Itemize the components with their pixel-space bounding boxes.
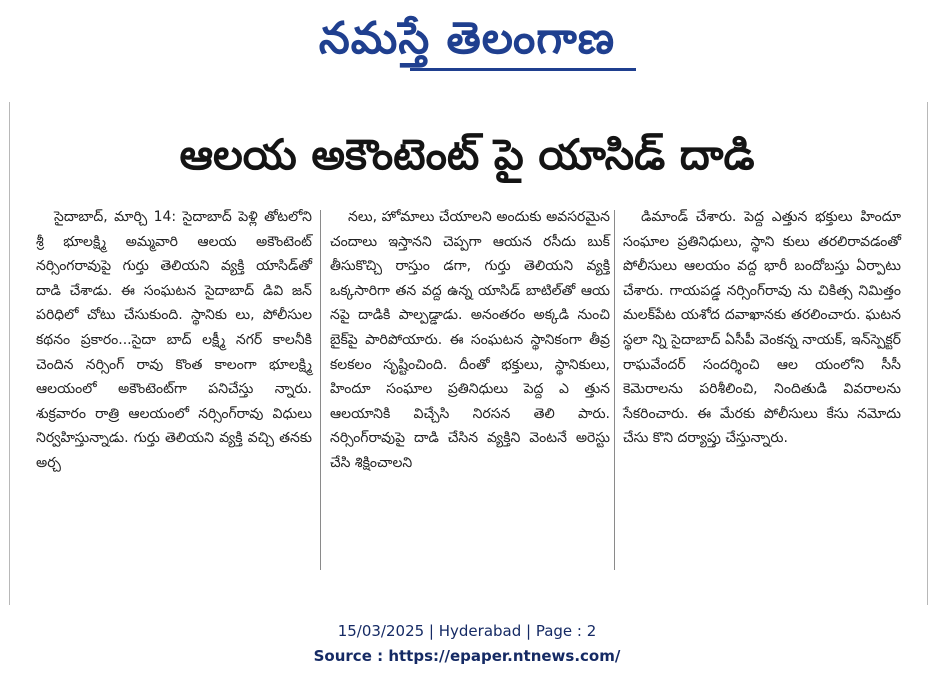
- column-divider: [320, 210, 321, 570]
- article-column-2: [330, 205, 610, 575]
- article-text-column-3: డిమాండ్ చేశారు. పెద్ద ఎత్తున భక్తులు హిందూ సంఘాల ప్రతినిధులు, స్థాని కులు తరలిరావడంతో పోలీసులు ఆలయం వద్ద భారీ బందోబస్తు ఏర్పాటు చేశారు. గాయపడ్డ నర్సింగ్‌రావు ను చికిత్స నిమిత్తం మలక్‌పేట యశోద దవాఖానకు తరలించారు. ఘటన స్థలా న్ని సైదాబాద్ ఏసీపీ వెంకన్న నాయక్, ఇన్‌స్పెక్టర్ రాఘవేందర్ సందర్శించి ఆల యంలోని సీసీ కెమెరాలను పరిశీలించి, నిందితుడి వివరాలను సేకరించారు. ఈ మేరకు పోలీసులు కేసు నమోదు చేసు కొని దర్యాప్తు చేస్తున్నారు.: [623, 209, 901, 447]
- article-headline: ఆలయ అకౌంటెంట్ పై యాసిడ్ దాడి: [179, 130, 755, 179]
- column-divider: [614, 210, 615, 570]
- footer-source-line: Source : https://epaper.ntnews.com/: [313, 647, 621, 665]
- article-text-column-2: నలు, హోమాలు చేయాలని అందుకు అవసరమైన చందాలు ఇస్తానని చెప్పగా ఆయన రసీదు బుక్ తీసుకొచ్చి రాస్తుం డగా, గుర్తు తెలియని వ్యక్తి ఒక్కసారిగా తన వద్ద ఉన్న యాసిడ్ బాటిల్‌తో ఆయ నపై దాడికి పాల్పడ్డాడు. అనంతరం అక్కడి నుంచి బైక్‌పై పారిపోయారు. ఈ సంఘటన స్థానికంగా తీవ్ర కలకలం సృష్టించింది. దీంతో భక్తులు, స్థానికులు, హిందూ సంఘాల ప్రతినిధులు పెద్ద ఎ త్తున ఆలయానికి విచ్చేసి నిరసన తెలి పారు. నర్సింగ్‌రావుపై దాడి చేసిన వ్యక్తిని వెంటనే అరెస్టు చేసి శిక్షించాలని: [330, 209, 610, 471]
- masthead-underline: [410, 68, 636, 71]
- article-text-column-1: సైదాబాద్, మార్చి 14: సైదాబాద్ పెళ్లి తోటలోని శ్రీ భూలక్ష్మి అమ్మవారి ఆలయ అకౌంటెంట్ నర్సింగరావుపై గుర్తు తెలియని వ్యక్తి యాసిడ్‌తో దాడి చేశాడు. ఈ సంఘటన సైదాబాద్ డివి జన్ పరిధిలో చోటు చేసుకుంది. స్థానికు లు, పోలీసుల కథనం ప్రకారం...సైదా బాద్ లక్ష్మీ నగర్ కాలనీకి చెందిన నర్సింగ్ రావు కొంత కాలంగా భూలక్ష్మి ఆలయంలో అకౌంటెంట్‌గా పనిచేస్తు న్నారు. శుక్రవారం రాత్రి ఆలయంలో నర్సింగ్‌రావు విధులు నిర్వహిస్తున్నాడు. గుర్తు తెలియని వ్యక్తి వచ్చి తనకు అర్చ: [36, 209, 312, 471]
- article-column-1: [36, 205, 312, 575]
- masthead-logo: నమస్తే తెలంగాణ: [318, 13, 616, 64]
- article-column-3: [623, 205, 901, 575]
- footer-date-line: 15/03/2025 | Hyderabad | Page : 2: [337, 622, 597, 640]
